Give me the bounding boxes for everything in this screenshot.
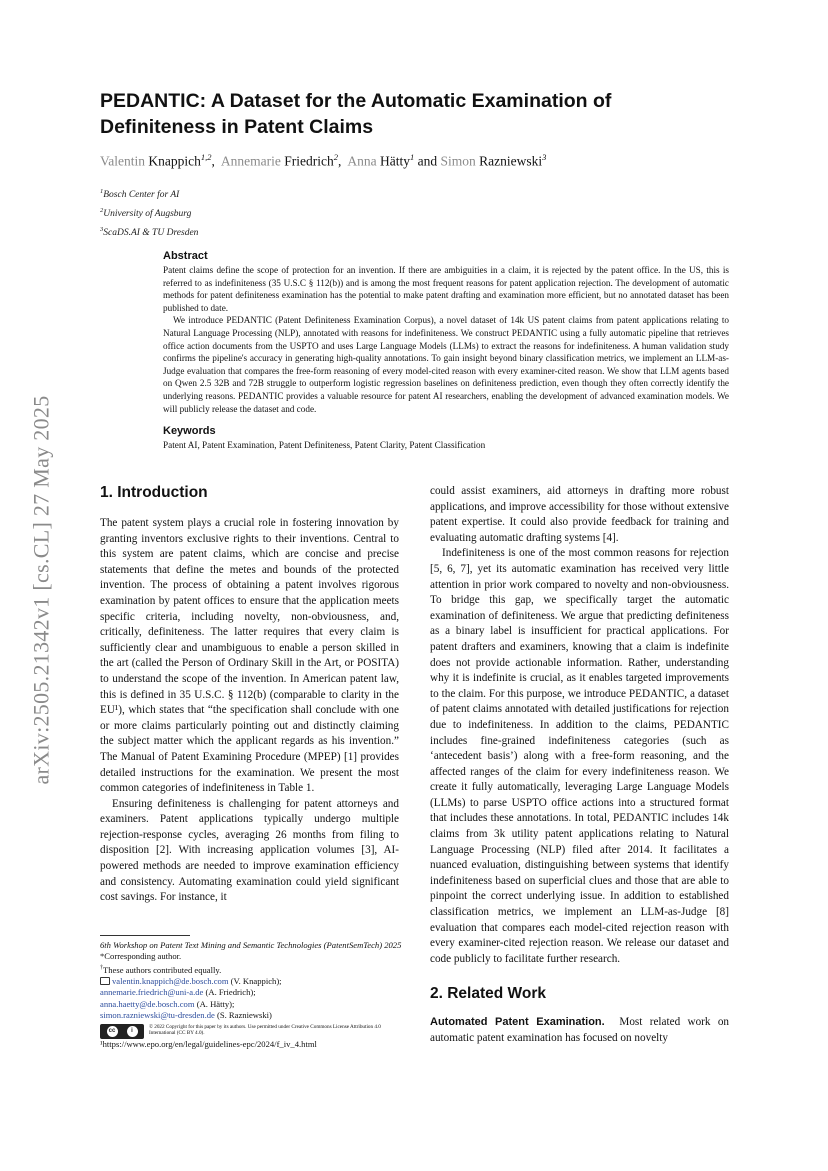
affiliation: $^1$Bosch Center for AI xyxy=(100,188,180,201)
intro-body-continued xyxy=(430,484,729,967)
keywords-heading: Keywords xyxy=(163,425,216,438)
abstract xyxy=(163,250,729,452)
author-last-name: Hätty xyxy=(380,153,410,169)
copyright-text: © 2022 Copyright for this paper by its authors. Use permitted under Creative Commons License Attribution 4.0 International (CC BY 4.0). xyxy=(149,1023,381,1037)
body-paragraph: could assist examiners, aid attorneys in drafting more robust applications, and improve accessibility for those without extensive patent expertise. It could also provide feedback for training and evaluating automatic drafting systems [4]. xyxy=(430,485,729,544)
author-first-name: Annemarie xyxy=(220,153,281,169)
abstract-heading: Abstract xyxy=(163,250,208,262)
abstract-paragraph: Patent claims define the scope of protection for an invention. If there are ambiguities in a claim, it is rejected by the patent office. In the US, this is referred to as indefiniteness (35 U.S.C § 112(b)) and is among the most frequent reasons for patent application rejection. The development of automatic methods for patent definiteness examination has the potential to make patent drafting and examination more efficient, but no annotated dataset has been published to date. xyxy=(163,265,729,313)
keywords-text: Patent AI, Patent Examination, Patent Definiteness, Patent Clarity, Patent Classification xyxy=(163,440,486,451)
email-link[interactable]: valentin.knappich@de.bosch.com xyxy=(112,976,229,987)
equal-contribution-note: †These authors contributed equally. xyxy=(100,964,222,975)
author-sup: 2 xyxy=(333,152,338,162)
author-sup: 3 xyxy=(542,152,547,162)
body-paragraph: The patent system plays a crucial role in fostering innovation by granting inventors exclusive rights to their inventions. Central to this system are patent claims, which are concise and precise statements that define the metes and bounds of the protected invention. The process of obtaining a patent involves rigorous examination by patent offices to ensure that the application meets specific criteria, including novelty, non-obviousness, and, critically, definiteness. The latter requires that every claim is sufficiently clear and unambiguous to enable a person skilled in the art (called the Person of Ordinary Skill in the Art, or POSITA) to understand the scope of the invention. In American patent law, this is defined in 35 U.S.C. § 112(b) (comparable to clarity in the EU¹), which states that “the specification shall conclude with one or more claims particularly pointing out and distinctly claiming the subject matter which the applicant regards as his invention.” The Manual of Patent Examining Procedure (MPEP) [1] provides detailed instructions for the examination. We present the most common categories of indefiniteness in Table 1. xyxy=(100,517,399,795)
email-link[interactable]: simon.razniewski@tu-dresden.de xyxy=(100,1010,215,1021)
affiliation-list xyxy=(100,184,500,241)
intro-body xyxy=(100,516,399,906)
footnote-rule xyxy=(100,935,190,936)
email-link[interactable]: anna.haetty@de.bosch.com xyxy=(100,998,195,1009)
arxiv-id: arXiv:2505.21342v1 [cs.CL] 27 May 2025 xyxy=(29,395,54,785)
affiliation: $^2$University of Augsburg xyxy=(100,207,192,220)
affiliation: $^3$ScaDS.AI & TU Dresden xyxy=(100,226,199,239)
footnotes xyxy=(100,935,402,1050)
arxiv-stamp xyxy=(22,340,62,840)
abstract-paragraph: We introduce PEDANTIC (Patent Definiteness Examination Corpus), a novel dataset of 14k US patent claims from patent applications relating to Natural Language Processing (NLP), annotated with reasons for indefiniteness. We construct PEDANTIC using a fully automatic pipeline that retrieves office action documents from the USPTO and uses Large Language Models (LLMs) to extract the reasons for indefiniteness. A human validation study confirms the pipeline's accuracy in generating high-quality annotations. To gain insight beyond binary classification metrics, we implement an LLM-as-Judge evaluation that compares the free-form reasoning of every model-cited reason with every examiner-cited reason. We show that LLM agents based on Qwen 2.5 32B and 72B struggle to outperform logistic regression baselines on definiteness prediction, even though they often correctly identify the underlying reasons. PEDANTIC provides a valuable resource for patent AI researchers, enabling the development of advanced examination models. We will publicly release the dataset and code. xyxy=(163,315,729,414)
left-column xyxy=(100,484,399,906)
email-line: simon.razniewski@tu-dresden.de (S. Razniewski) xyxy=(100,1010,272,1021)
author-sup: 1,2 xyxy=(200,152,212,162)
email-line: valentin.knappich@de.bosch.com (V. Knappich); xyxy=(100,976,402,987)
section-heading: 2. Related Work xyxy=(430,985,547,1003)
email-line: annemarie.friedrich@uni-a.de (A. Friedrich); xyxy=(100,987,256,998)
corresponding-note: *Corresponding author. xyxy=(100,951,182,962)
body-paragraph xyxy=(430,1015,729,1046)
author-last-name: Friedrich xyxy=(284,153,334,169)
body-paragraph: Ensuring definiteness is challenging for patent attorneys and examiners. Patent applications typically undergo multiple rejection-response cycles, averaging 26 months from filing to disposition [2]. With increasing application volumes [3], AI-powered methods are needed to improve examination efficiency and consistency. Automating examination could yield significant cost savings. For instance, it xyxy=(100,797,399,904)
author-last-name: Razniewski xyxy=(479,153,543,169)
related-body xyxy=(430,1015,729,1046)
section-heading: 1. Introduction xyxy=(100,484,208,501)
related-text: Most related work on automatic patent examination has focused on novelty xyxy=(430,1016,730,1044)
author-sup: 1 xyxy=(410,152,415,162)
email-link[interactable]: annemarie.friedrich@uni-a.de xyxy=(100,987,204,998)
mail-icon xyxy=(100,977,110,985)
author-list: Valentin Knappich$^{1,2}$, Annemarie Friedrich$^2$, Anna Hätty$^1$ and Simon Razniewski$^3$ xyxy=(100,152,547,169)
author-last-name: Knappich xyxy=(148,153,201,169)
email-line: anna.haetty@de.bosch.com (A. Hätty); xyxy=(100,998,235,1009)
cc-by-icon: cc i xyxy=(100,1024,144,1039)
author-first-name: Anna xyxy=(347,153,377,169)
right-column xyxy=(430,484,729,1047)
author-first-name: Simon xyxy=(440,153,476,169)
workshop-note: 6th Workshop on Patent Text Mining and Semantic Technologies (PatentSemTech) 2025 xyxy=(100,940,402,950)
author-and: and xyxy=(417,153,438,169)
author-first-name: Valentin xyxy=(100,153,145,169)
paper-title: PEDANTIC: A Dataset for the Automatic Examination of Definiteness in Patent Claims xyxy=(100,90,612,138)
body-paragraph: Indefiniteness is one of the most common reasons for rejection [5, 6, 7], yet its automatic examination has received very little attention in prior work compared to novelty and non-obviousness. To bridge this gap, we specifically target the automatic examination of definiteness. We argue that predicting definiteness as a binary label is insufficient for practical applications. For patent drafters and examiners, knowing that a claim is indefinite does not provide actionable information. Rather, understanding why it is indefinite is crucial, as it enables targeted improvements to the claim. For this purpose, we introduce PEDANTIC, a dataset of patent claims annotated with detailed justifications for rejection due to indefiniteness. In addition to the claims, PEDANTIC includes fine-grained indefiniteness categories (such as ‘antecedent basis’) along with a free-form reasoning, and the affected ranges of the claim for every indefiniteness reason. We create it fully automatically, leveraging Large Language Models (LLMs) to parse USPTO office actions into a structured format that includes these annotations. In total, PEDANTIC includes 14k claims from 3k utility patent applications relating to Natural Language Processing (NLP) filed after 2014. It facilitates a nuanced evaluation, distinguishing between systems that identify indefiniteness based on superficial clues and those that are able to pinpoint the correct underlying issue. In addition to established classification metrics, we implement an LLM-as-Judge [8] evaluation that compares each model-cited rejection reason with every examiner-cited rejection reason. We release our dataset and code publicly to facilitate further research. xyxy=(430,547,729,965)
footnote-url[interactable]: ¹https://www.epo.org/en/legal/guidelines-epc/2024/f_iv_4.html xyxy=(100,1038,317,1049)
abstract-body xyxy=(163,264,729,415)
paragraph-heading: Automated Patent Examination. xyxy=(430,1016,605,1029)
license-row xyxy=(100,1024,402,1039)
